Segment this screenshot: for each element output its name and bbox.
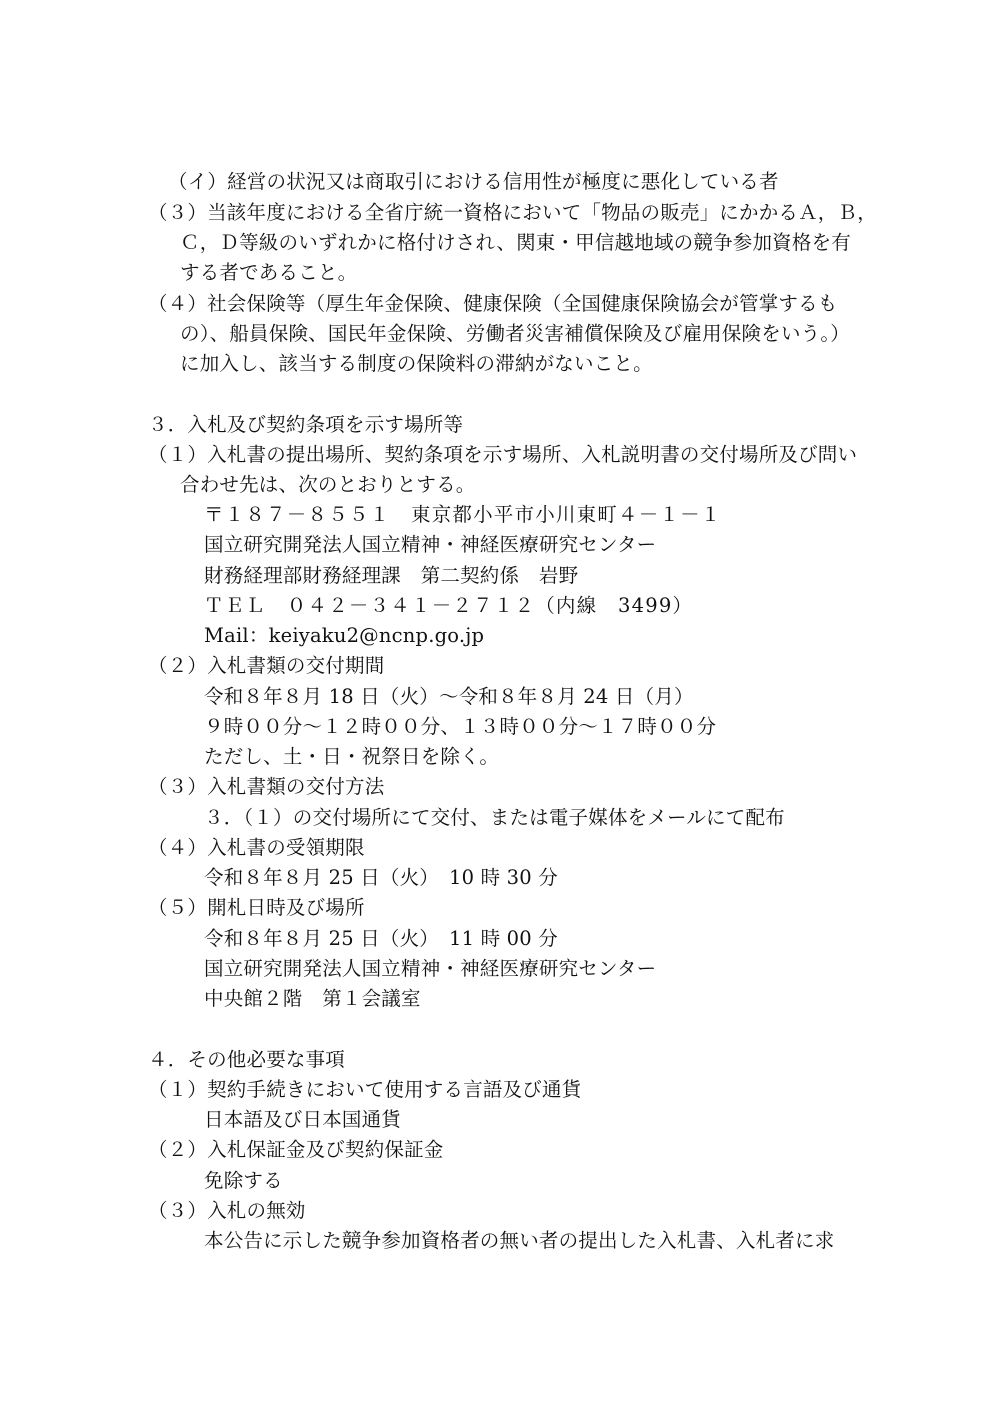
contact-address: 〒１８７－８５５１ 東京都小平市小川東町４－１－１ (204, 503, 722, 526)
language-currency: 日本語及び日本国通貨 (204, 1108, 402, 1131)
text-line-4-2: （２）入札保証金及び契約保証金 (148, 1138, 444, 1161)
distribution-exclusion: ただし、土・日・祝祭日を除く。 (204, 745, 500, 768)
text-line-item-3-qualification: （３）当該年度における全省庁統一資格において「物品の販売」にかかるＡ，Ｂ， (148, 201, 877, 224)
text-line-3-1: （１）入札書の提出場所、契約条項を示す場所、入札説明書の交付場所及び問い (148, 443, 858, 466)
text-line-eligibility-i: （イ）経営の状況又は商取引における信用性が極度に悪化している者 (168, 170, 779, 193)
opening-datetime: 令和８年８月 25 日（火） 11 時 00 分 (204, 927, 558, 950)
text-line-3-5: （５）開札日時及び場所 (148, 896, 365, 919)
text-line-4-1: （１）契約手続きにおいて使用する言語及び通貨 (148, 1078, 582, 1101)
section-heading-4: ４．その他必要な事項 (148, 1048, 346, 1071)
receipt-deadline: 令和８年８月 25 日（火） 10 時 30 分 (204, 866, 558, 889)
distribution-hours: ９時００分～１２時００分、１３時００分～１７時００分 (204, 715, 717, 738)
text-line-3-1-cont: 合わせ先は、次のとおりとする。 (180, 473, 476, 496)
text-line-3-4: （４）入札書の受領期限 (148, 836, 365, 859)
distribution-method: ３．（１）の交付場所にて交付、または電子媒体をメールにて配布 (204, 806, 785, 829)
text-line-item-3-cont: Ｃ，Ｄ等級のいずれかに格付けされ、関東・甲信越地域の競争参加資格を有 (180, 231, 851, 254)
contact-department: 財務経理部財務経理課 第二契約係 岩野 (204, 564, 579, 587)
contact-organization: 国立研究開発法人国立精神・神経医療研究センター (204, 533, 657, 556)
distribution-period: 令和８年８月 18 日（火）～令和８年８月 24 日（月） (204, 685, 694, 708)
guarantee-exempt: 免除する (204, 1169, 283, 1192)
contact-mail: Mail：keiyaku2@ncnp.go.jp (204, 624, 485, 647)
text-line-item-4-insurance: （４）社会保険等（厚生年金保険、健康保険（全国健康保険協会が管掌するも (148, 292, 838, 315)
opening-organization: 国立研究開発法人国立精神・神経医療研究センター (204, 957, 657, 980)
section-heading-3: ３．入札及び契約条項を示す場所等 (148, 413, 464, 436)
text-line-item-3-end: する者であること。 (180, 261, 358, 284)
invalid-bid-text: 本公告に示した競争参加資格者の無い者の提出した入札書、入札者に求 (204, 1229, 835, 1252)
text-line-3-3: （３）入札書類の交付方法 (148, 775, 385, 798)
text-line-4-3: （３）入札の無効 (148, 1199, 306, 1222)
text-line-item-4-end: に加入し、該当する制度の保険料の滞納がないこと。 (180, 352, 653, 375)
text-line-3-2: （２）入札書類の交付期間 (148, 654, 385, 677)
contact-tel: ＴＥＬ ０４２－３４１－２７１２（内線 3499） (204, 594, 694, 617)
opening-room: 中央館２階 第１会議室 (204, 987, 421, 1010)
text-line-item-4-cont: の）、船員保険、国民年金保険、労働者災害補償保険及び雇用保険をいう。） (180, 322, 851, 345)
